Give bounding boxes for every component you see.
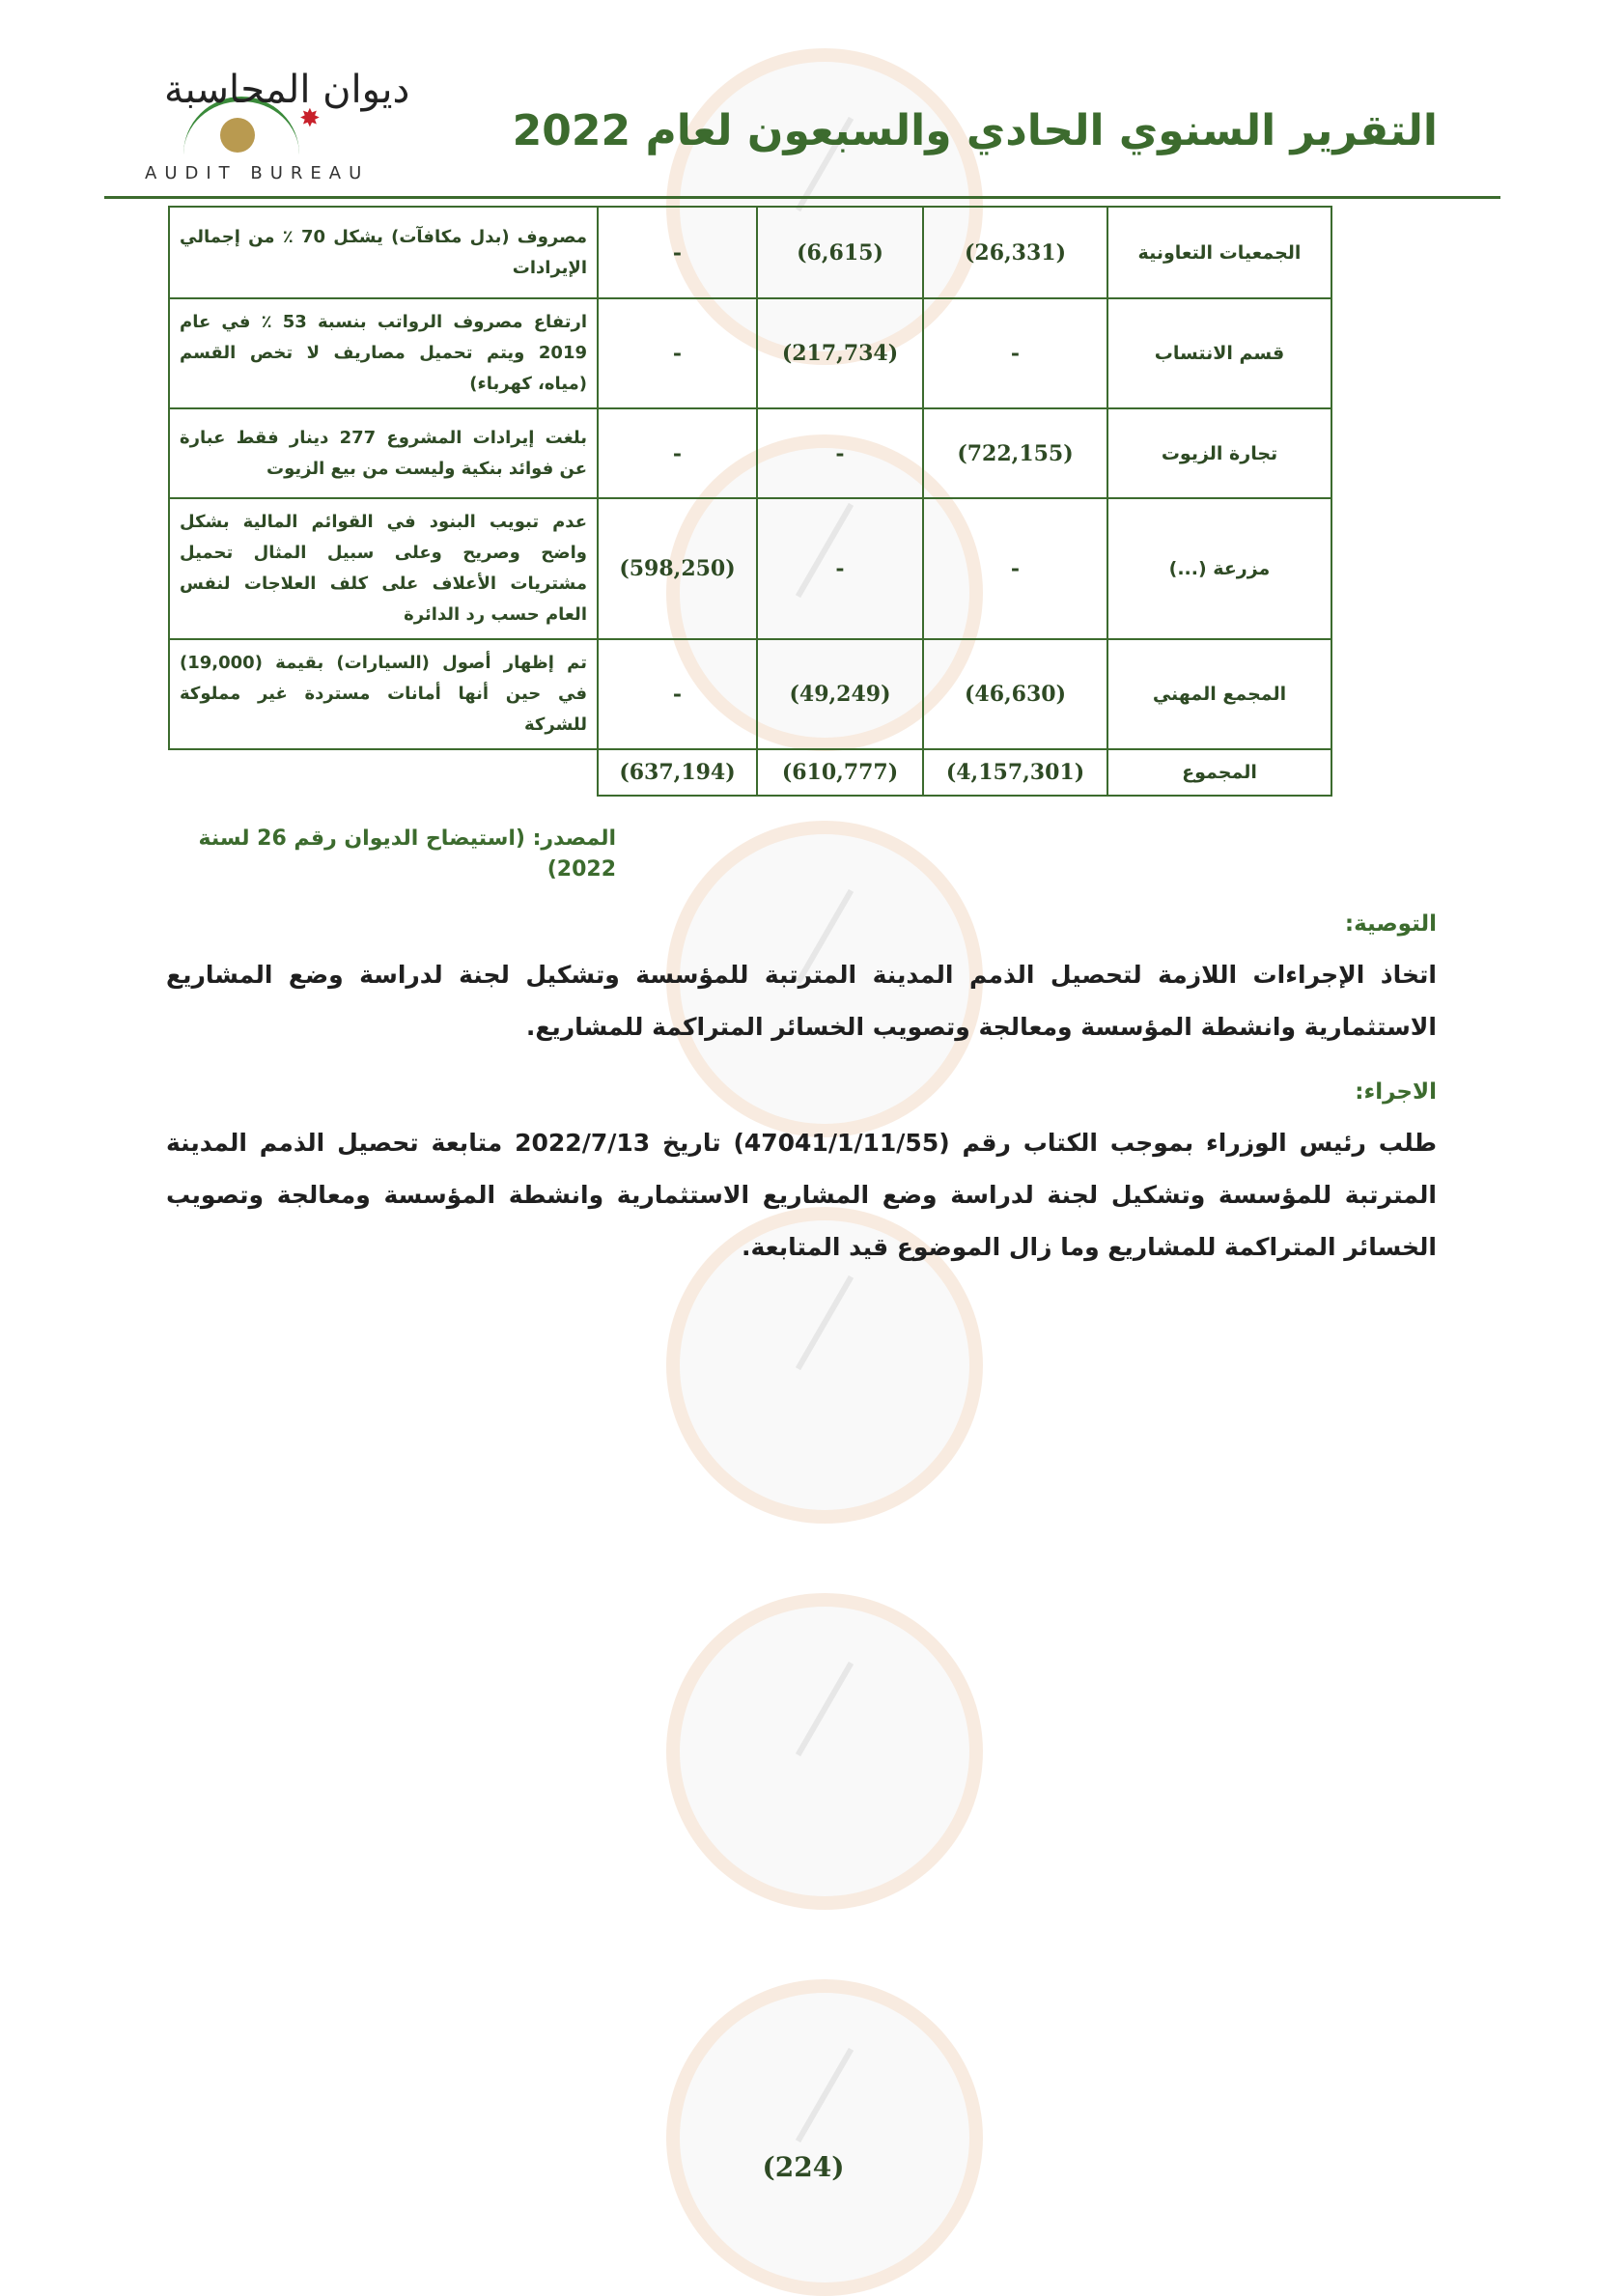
value-cell: - [598, 639, 757, 749]
value-cell: (722,155) [923, 408, 1107, 498]
total-value: (610,777) [757, 749, 923, 796]
value-cell: - [923, 498, 1107, 639]
projects-losses-table [168, 206, 1332, 797]
report-title: التقرير السنوي الحادي والسبعون لعام 2022 [512, 106, 1438, 155]
project-name: المجمع المهني [1107, 639, 1331, 749]
value-cell: - [598, 408, 757, 498]
logo-emblem-icon [220, 118, 255, 153]
recommendation-heading: التوصية: [1344, 911, 1437, 937]
logo-english-text: AUDIT BUREAU [145, 163, 370, 183]
value-cell: - [598, 298, 757, 408]
logo-arabic-text: ديوان المحاسبة [164, 68, 410, 112]
value-cell: - [757, 498, 923, 639]
value-cell: - [923, 298, 1107, 408]
recommendation-text: اتخاذ الإجراءات اللازمة لتحصيل الذمم المدينة المترتبة للمؤسسة وتشكيل لجنة لدراسة وضع المشاريع الاستثمارية وانشطة المؤسسة ومعالجة وتصويب الخسائر المتراكمة للمشاريع. [166, 961, 1437, 1041]
table-row [169, 498, 1331, 639]
value-cell: (26,331) [923, 207, 1107, 298]
page-body [166, 206, 1437, 1274]
total-value: (637,194) [598, 749, 757, 796]
value-cell: (217,734) [757, 298, 923, 408]
total-row [169, 749, 1331, 796]
value-cell: - [757, 408, 923, 498]
note-cell: عدم تبويب البنود في القوائم المالية بشكل واضح وصريح وعلى سبيل المثال تحميل مشتريات الأعلاف على كلف العلاجات لنفس العام حسب رد الدائرة [169, 498, 598, 639]
note-cell: مصروف (بدل مكافآت) يشكل 70 ٪ من إجمالي الإيرادات [169, 207, 598, 298]
watermark-clock [666, 1979, 983, 2296]
total-label: المجموع [1107, 749, 1331, 796]
project-name: الجمعيات التعاونية [1107, 207, 1331, 298]
total-value: (4,157,301) [923, 749, 1107, 796]
project-name: قسم الانتساب [1107, 298, 1331, 408]
project-name: مزرعة (...) [1107, 498, 1331, 639]
table-row [169, 298, 1331, 408]
value-cell: (49,249) [757, 639, 923, 749]
watermark-clock [666, 1593, 983, 1910]
table-row [169, 408, 1331, 498]
page-number: (224) [762, 2151, 845, 2183]
header-divider [104, 196, 1500, 199]
table-row [169, 207, 1331, 298]
note-cell: ارتفاع مصروف الرواتب بنسبة 53 ٪ في عام 2019 ويتم تحميل مصاريف لا تخص القسم (مياه، كهرباء) [169, 298, 598, 408]
value-cell: (598,250) [598, 498, 757, 639]
logo-star-icon: ✸ [299, 104, 321, 133]
value-cell: - [598, 207, 757, 298]
note-cell: تم إظهار أصول (السيارات) بقيمة (19,000) في حين أنها أمانات مستردة غير مملوكة للشركة [169, 639, 598, 749]
table-row [169, 639, 1331, 749]
project-name: تجارة الزيوت [1107, 408, 1331, 498]
value-cell: (6,615) [757, 207, 923, 298]
value-cell: (46,630) [923, 639, 1107, 749]
note-cell: بلغت إيرادات المشروع 277 دينار فقط عبارة عن فوائد بنكية وليست من بيع الزيوت [169, 408, 598, 498]
action-text: طلب رئيس الوزراء بموجب الكتاب رقم (47041/1/11/55) تاريخ 2022/7/13 متابعة تحصيل الذمم المدينة المترتبة للمؤسسة وتشكيل لجنة لدراسة وضع المشاريع الاستثمارية وانشطة المؤسسة ومعالجة وتصويب الخسائر المتراكمة للمشاريع وما زال الموضوع قيد المتابعة. [166, 1129, 1437, 1261]
source-note: المصدر: (استيضاح الديوان رقم 26 لسنة 2022) [198, 826, 616, 882]
action-heading: الاجراء: [1355, 1079, 1437, 1105]
audit-bureau-logo [145, 58, 415, 183]
empty-cell [169, 749, 598, 796]
